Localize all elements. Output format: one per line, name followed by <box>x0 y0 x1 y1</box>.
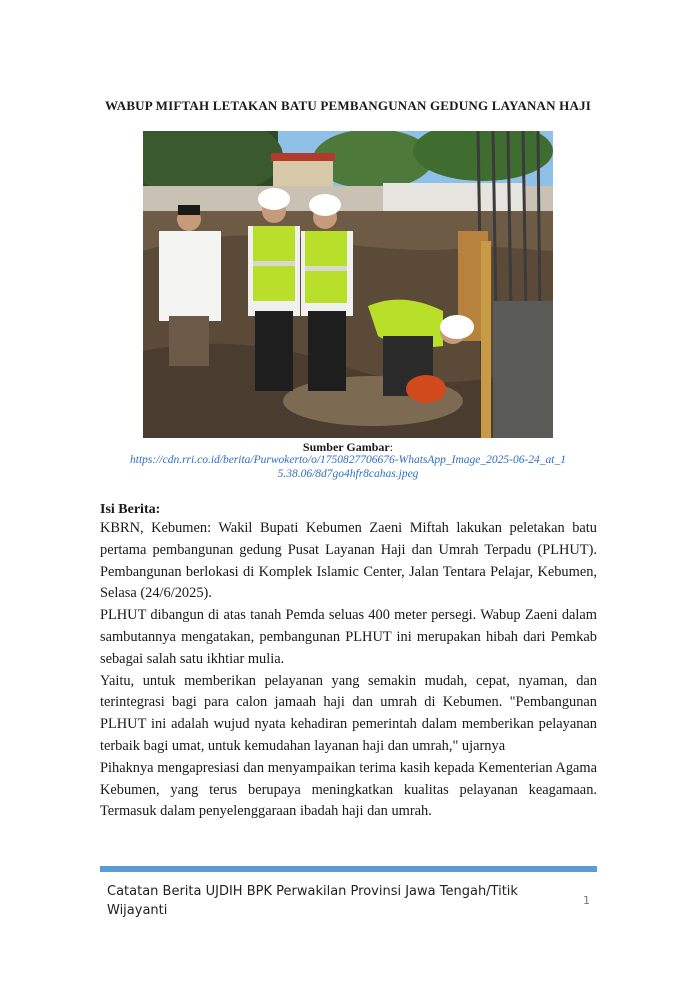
article-body <box>100 518 597 823</box>
image-caption-label: Sumber Gambar: <box>302 440 394 454</box>
paragraph: PLHUT dibangun di atas tanah Pemda seluas 400 meter persegi. Wabup Zaeni dalam sambutannya mengatakan, pembangunan PLHUT ini merupakan hibah dari Pemkab sebagai salah satu ikhtiar mulia. <box>100 607 597 667</box>
section-heading: Isi Berita: <box>100 502 161 517</box>
construction-photo <box>143 131 553 438</box>
footer-divider <box>100 866 597 872</box>
page-number: 1 <box>583 894 590 907</box>
paragraph: Yaitu, untuk memberikan pelayanan yang semakin mudah, cepat, nyaman, dan terintegrasi bagi para calon jamaah haji dan umrah di Kebumen. "Pembangunan PLHUT ini adalah wujud nyata kehadiran pemerintah dalam memberikan pelayanan terbaik bagi umat, untuk kemudahan layanan haji dan umrah," ujarnya <box>100 672 597 754</box>
image-source-link[interactable]: https://cdn.rri.co.id/berita/Purwokerto/o/1750827706676-WhatsApp_Image_2025-06-24_at_15.38.06/8d7go4hfr8cahas.jpeg <box>130 454 567 480</box>
page-title: WABUP MIFTAH LETAKAN BATU PEMBANGUNAN GEDUNG LAYANAN HAJI <box>104 98 592 113</box>
paragraph: Pihaknya mengapresiasi dan menyampaikan terima kasih kepada Kementerian Agama Kebumen, yang terus berupaya meningkatkan kualitas pelayanan keagamaan. Termasuk dalam penyelenggaraan ibadah haji dan umrah. <box>100 759 597 820</box>
paragraph: KBRN, Kebumen: Wakil Bupati Kebumen Zaeni Miftah lakukan peletakan batu pertama pembangunan gedung Pusat Layanan Haji dan Umrah Terpadu (PLHUT). Pembangunan berlokasi di Komplek Islamic Center, Jalan Tentara Pelajar, Kebumen, Selasa (24/6/2025). <box>100 520 597 602</box>
footer-text: Catatan Berita UJDIH BPK Perwakilan Provinsi Jawa Tengah/Titik Wijayanti <box>107 884 518 918</box>
